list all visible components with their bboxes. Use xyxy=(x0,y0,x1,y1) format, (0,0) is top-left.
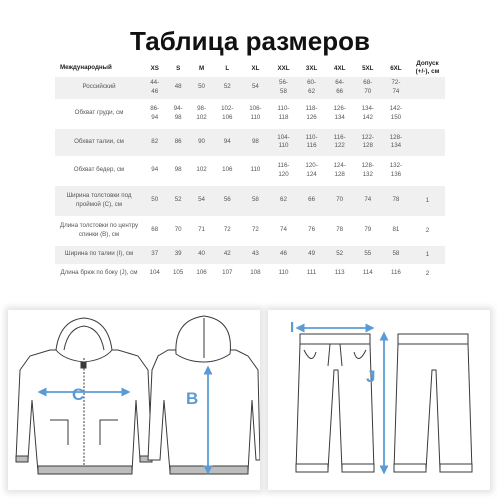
size-header: XXL xyxy=(277,64,290,72)
size-value-cell: 106- 110 xyxy=(241,99,269,129)
size-value-cell: 49 xyxy=(298,246,326,264)
size-value-cell: 71 xyxy=(190,216,213,246)
size-value-cell: 116- 122 xyxy=(326,129,354,156)
size-value-cell: 94 xyxy=(143,156,166,186)
size-value-cell: 52 xyxy=(326,246,354,264)
size-value-cell: 120- 124 xyxy=(298,156,326,186)
tolerance-cell: 1 xyxy=(410,186,445,216)
size-value-cell: 64- 66 xyxy=(326,77,354,99)
pants-back xyxy=(394,334,472,472)
size-value-cell: 68 xyxy=(143,216,166,246)
size-table-body xyxy=(55,77,445,284)
size-value-cell: 113 xyxy=(326,264,354,284)
table-row xyxy=(55,129,445,156)
row-label: Обхват груди, см xyxy=(55,99,143,129)
row-label: Обхват бедер, см xyxy=(55,156,143,186)
row-label: Обхват талии, см xyxy=(55,129,143,156)
table-row xyxy=(55,216,445,246)
size-value-cell: 116- 120 xyxy=(269,156,297,186)
size-value-cell: 104 xyxy=(143,264,166,284)
size-value-cell: 134- 142 xyxy=(354,99,382,129)
size-value-cell: 50 xyxy=(143,186,166,216)
row-label: Ширина толстовки под проймой (С), см xyxy=(55,186,143,216)
tolerance-cell xyxy=(410,129,445,156)
table-row xyxy=(55,186,445,216)
size-value-cell: 124- 128 xyxy=(326,156,354,186)
size-value-cell: 79 xyxy=(354,216,382,246)
size-table xyxy=(55,60,445,284)
tolerance-cell: 2 xyxy=(410,264,445,284)
row-label: Ширина по талии (I), см xyxy=(55,246,143,264)
size-value-cell: 50 xyxy=(190,77,213,99)
size-value-cell: 128- 134 xyxy=(382,129,410,156)
size-value-cell: 42 xyxy=(213,246,241,264)
size-value-cell: 60- 62 xyxy=(298,77,326,99)
size-value-cell: 68- 70 xyxy=(354,77,382,99)
tolerance-cell: 2 xyxy=(410,216,445,246)
row-label: Российский xyxy=(55,77,143,99)
row-label: Длина толстовки по центру спинки (В), см xyxy=(55,216,143,246)
size-value-cell: 70 xyxy=(326,186,354,216)
size-value-cell: 52 xyxy=(213,77,241,99)
size-value-cell: 40 xyxy=(190,246,213,264)
size-value-cell: 52 xyxy=(166,186,189,216)
size-value-cell: 62 xyxy=(269,186,297,216)
hoodie-back xyxy=(148,316,260,474)
size-value-cell: 55 xyxy=(354,246,382,264)
table-row xyxy=(55,156,445,186)
size-value-cell: 44- 46 xyxy=(143,77,166,99)
measure-label-i: I xyxy=(290,319,295,336)
size-value-cell: 104- 110 xyxy=(269,129,297,156)
size-value-cell: 126- 134 xyxy=(326,99,354,129)
hoodie-illustration xyxy=(8,310,260,490)
size-header: XL xyxy=(251,64,260,72)
measure-label-c: C xyxy=(72,385,85,404)
size-header: XS xyxy=(150,64,159,72)
size-value-cell: 110 xyxy=(241,156,269,186)
measure-label-b: B xyxy=(186,389,199,408)
size-value-cell: 58 xyxy=(382,246,410,264)
size-value-cell: 72- 74 xyxy=(382,77,410,99)
size-value-cell: 122- 128 xyxy=(354,129,382,156)
size-value-cell: 74 xyxy=(269,216,297,246)
size-value-cell: 111 xyxy=(298,264,326,284)
size-header: 3XL xyxy=(305,64,318,72)
size-header: 6XL xyxy=(390,64,402,72)
tolerance-header: Допуск (+/-), см xyxy=(415,60,440,76)
size-header: 5XL xyxy=(362,64,374,72)
size-header: S xyxy=(176,64,181,72)
size-value-cell: 106 xyxy=(190,264,213,284)
size-value-cell: 116 xyxy=(382,264,410,284)
size-header: L xyxy=(225,64,230,72)
size-header-row xyxy=(55,60,445,77)
size-value-cell: 94- 98 xyxy=(166,99,189,129)
garment-drawings xyxy=(0,310,500,500)
size-value-cell: 98 xyxy=(166,156,189,186)
pants-panel xyxy=(268,310,490,490)
size-value-cell: 108 xyxy=(241,264,269,284)
hoodie-panel xyxy=(8,310,260,490)
size-value-cell: 94 xyxy=(213,129,241,156)
size-value-cell: 98 xyxy=(241,129,269,156)
row-label: Длина брюк по боку (J), см xyxy=(55,264,143,284)
size-value-cell: 86 xyxy=(166,129,189,156)
size-header: M xyxy=(198,64,205,72)
size-value-cell: 48 xyxy=(166,77,189,99)
size-header: 4XL xyxy=(334,64,346,72)
size-value-cell: 78 xyxy=(382,186,410,216)
table-row xyxy=(55,77,445,99)
size-value-cell: 56 xyxy=(213,186,241,216)
size-value-cell: 105 xyxy=(166,264,189,284)
table-row xyxy=(55,246,445,264)
size-value-cell: 56- 58 xyxy=(269,77,297,99)
size-value-cell: 70 xyxy=(166,216,189,246)
size-value-cell: 107 xyxy=(213,264,241,284)
size-value-cell: 132- 136 xyxy=(382,156,410,186)
table-row xyxy=(55,264,445,284)
tolerance-cell xyxy=(410,99,445,129)
size-value-cell: 110- 116 xyxy=(298,129,326,156)
size-value-cell: 118- 126 xyxy=(298,99,326,129)
size-value-cell: 82 xyxy=(143,129,166,156)
tolerance-cell xyxy=(410,156,445,186)
pants-front xyxy=(296,334,374,472)
size-value-cell: 76 xyxy=(298,216,326,246)
size-value-cell: 43 xyxy=(241,246,269,264)
size-value-cell: 58 xyxy=(241,186,269,216)
measure-label-j: J xyxy=(366,367,376,386)
size-value-cell: 102 xyxy=(190,156,213,186)
size-value-cell: 46 xyxy=(269,246,297,264)
size-value-cell: 81 xyxy=(382,216,410,246)
size-value-cell: 110- 118 xyxy=(269,99,297,129)
size-value-cell: 142- 150 xyxy=(382,99,410,129)
pants-illustration xyxy=(268,310,490,490)
size-value-cell: 90 xyxy=(190,129,213,156)
size-value-cell: 98- 102 xyxy=(190,99,213,129)
size-value-cell: 74 xyxy=(354,186,382,216)
size-value-cell: 110 xyxy=(269,264,297,284)
size-value-cell: 102- 106 xyxy=(213,99,241,129)
size-value-cell: 114 xyxy=(354,264,382,284)
size-value-cell: 78 xyxy=(326,216,354,246)
size-value-cell: 54 xyxy=(190,186,213,216)
size-value-cell: 86- 94 xyxy=(143,99,166,129)
corner-label: Международный xyxy=(60,64,112,72)
tolerance-cell: 1 xyxy=(410,246,445,264)
size-value-cell: 128- 132 xyxy=(354,156,382,186)
size-value-cell: 39 xyxy=(166,246,189,264)
page-title: Таблица размеров xyxy=(130,26,370,56)
size-value-cell: 54 xyxy=(241,77,269,99)
size-value-cell: 72 xyxy=(213,216,241,246)
size-value-cell: 106 xyxy=(213,156,241,186)
tolerance-cell xyxy=(410,77,445,99)
table-row xyxy=(55,99,445,129)
size-value-cell: 37 xyxy=(143,246,166,264)
size-value-cell: 72 xyxy=(241,216,269,246)
size-value-cell: 66 xyxy=(298,186,326,216)
